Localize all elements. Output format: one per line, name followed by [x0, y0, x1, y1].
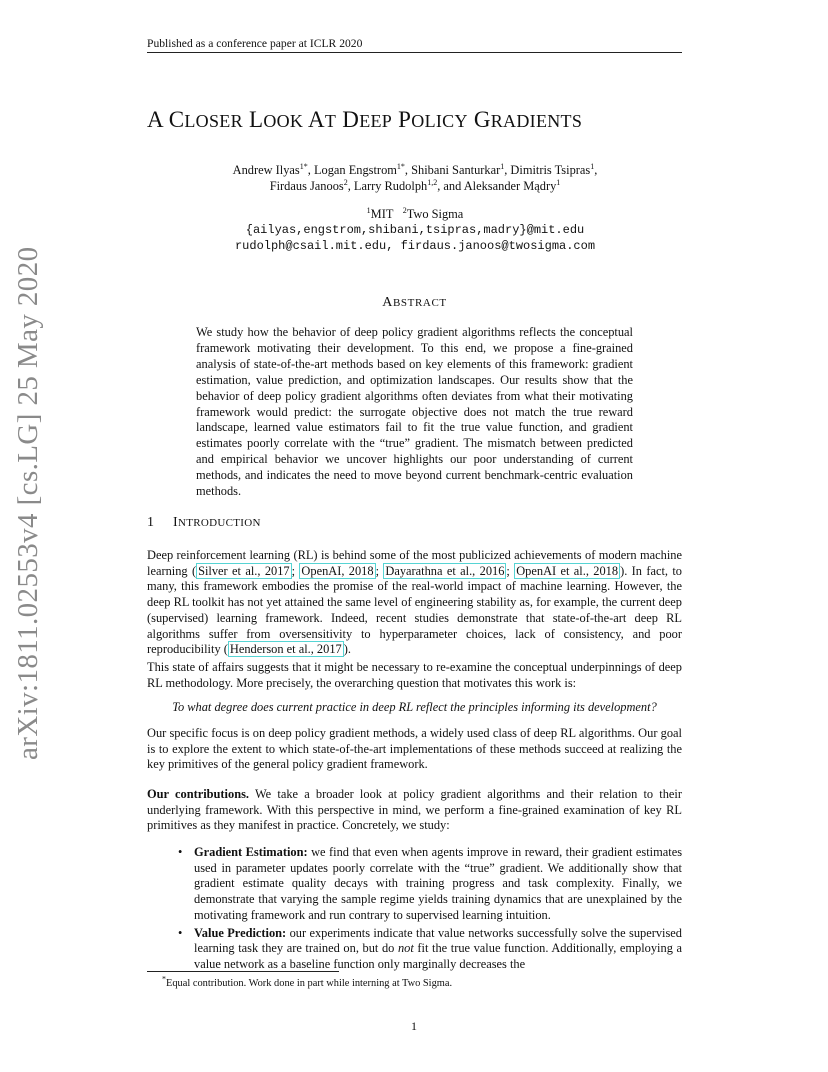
contributions-label: Our contributions. — [147, 787, 250, 801]
text-run: ; — [375, 563, 384, 578]
author-affil-sup: 1* — [396, 161, 405, 171]
footnote — [162, 974, 682, 990]
author-affil-sup: 1 — [556, 177, 561, 187]
author-name: , Shibani Santurkar — [404, 163, 501, 177]
email-line-2: rudolph@csail.mit.edu, firdaus.janoos@twosigma.com — [234, 239, 596, 253]
footnote-text: Equal contribution. Work done in part while interning at Two Sigma. — [166, 978, 453, 989]
author-name: Firdaus Janoos — [269, 179, 344, 193]
bullet-label: Gradient Estimation: — [194, 845, 308, 859]
author-name: , — [594, 163, 598, 177]
author-affil-sup: 2 — [343, 177, 348, 187]
author-line-2 — [180, 178, 650, 194]
section-title: INTRODUCTION — [173, 515, 261, 530]
institutions — [180, 206, 650, 222]
bullet-icon: • — [178, 845, 183, 859]
text-run: ; — [506, 563, 515, 578]
author-affil-sup: 1 — [590, 161, 595, 171]
contribution-list — [168, 845, 682, 975]
text-run: ; — [291, 563, 300, 578]
bullet-text: our experiments indicate that value networks successfully solve the supervised learning task they are trained on, but do — [194, 925, 682, 956]
citation-link[interactable]: OpenAI, 2018 — [301, 563, 374, 578]
research-question: To what degree does current practice in deep RL reflect the principles informing its development? — [172, 700, 657, 714]
author-affil-sup: 1,2 — [427, 177, 438, 187]
intro-paragraph-3: Our specific focus is on deep policy gradient methods, a widely used class of deep RL algorithms. Our goal is to explore the extent to which state-of-the-art implementations of these methods succeed at realizing the key primitives of the general policy gradient framework. — [147, 726, 682, 772]
intro-paragraph-1 — [147, 548, 682, 658]
text-run: We take a broader look at policy gradient algorithms and their relation to their underlying framework. With this perspective in mind, we perform a fine-grained examination of key RL primitives as they manifest in practice. Concretely, we study: — [147, 787, 682, 833]
bullet-icon: • — [178, 925, 183, 940]
text-run: Deep reinforcement learning (RL) is behind some of the most publicized achievements of modern machine learning ( — [147, 548, 682, 578]
author-affil-sup: 1 — [500, 161, 505, 171]
contributions-paragraph — [147, 787, 682, 834]
abstract-heading: ABSTRACT — [382, 295, 447, 310]
affiliations — [180, 206, 650, 254]
emphasis: not — [397, 941, 414, 956]
author-name: , Dimitris Tsipras — [504, 163, 591, 177]
author-name: , Logan Engstrom — [307, 163, 397, 177]
author-list — [180, 162, 650, 194]
footnote-mark: * — [162, 974, 166, 984]
citation-link[interactable]: Silver et al., 2017 — [198, 563, 290, 578]
page-number: 1 — [411, 1019, 417, 1033]
citation-link[interactable]: Dayarathna et al., 2016 — [385, 563, 505, 578]
header-rule — [147, 52, 682, 53]
citation-link[interactable]: Henderson et al., 2017 — [229, 642, 342, 657]
list-item — [168, 926, 682, 973]
footnote-rule — [147, 971, 339, 972]
section-heading-introduction — [147, 515, 261, 532]
abstract-text: We study how the behavior of deep policy gradient algorithms reflects the conceptual framework motivating their development. To this end, we propose a fine-grained analysis of state-of-the-art methods based on key elements of this framework: gradient estimation, value prediction, and optimization landscapes. Our results show that the behavior of deep policy gradient algorithms often deviates from what their motivating framework would predict: the surrogate objective does not match the true reward landscape, learned value estimators fail to fit the true value function, and gradient estimates poorly correlate with the “true” gradient. The mismatch between predicted and empirical behavior we uncover highlights our poor understanding of current methods, and indicates the need to move beyond current benchmark-centric evaluation methods. — [196, 325, 633, 499]
bullet-text: we find that even when agents improve in reward, their gradient estimates used in parameter updates poorly correlate with the “true” gradient. We additionally show that gradient estimate quality decays with training progress and task complexity. Finally, we demonstrate that varying the sample regime yields training dynamics that are unexplained by the motivating framework and run contrary to supervised learning intuition. — [194, 845, 683, 922]
author-name: , Larry Rudolph — [347, 179, 428, 193]
citation-link[interactable]: OpenAI et al., 2018 — [516, 563, 619, 578]
section-number: 1 — [147, 515, 155, 530]
author-name: Andrew Ilyas — [232, 163, 300, 177]
institution-two-sigma: Two Sigma — [406, 207, 464, 221]
running-header: Published as a conference paper at ICLR 2020 — [147, 37, 363, 50]
intro-paragraph-2: This state of affairs suggests that it might be necessary to re-examine the conceptual underpinnings of deep RL methodology. More precisely, the overarching question that motivates this work is: — [147, 660, 682, 690]
author-affil-sup: 1* — [299, 161, 308, 171]
arxiv-stamp: arXiv:1811.02553v4 [cs.LG] 25 May 2020 — [12, 246, 44, 760]
bullet-label: Value Prediction: — [194, 925, 287, 940]
author-name: , and Aleksander Mądry — [437, 179, 557, 193]
text-run: ). — [343, 642, 351, 657]
affil-sup-1: 1 — [366, 205, 371, 215]
text-run: ). In fact, to many, this framework embodies the promise of the real-world impact of machine learning. However, the deep RL toolkit has not yet attained the same level of engineering stability as, for example, the current deep (supervised) learning framework. Indeed, recent studies demonstrate that state-of-the-art deep RL algorithms suffer from oversensitivity to hyperparameter choices, lack of consistency, and poor reproducibility ( — [147, 563, 682, 657]
paper-title: A CLOSER LOOK AT DEEP POLICY GRADIENTS — [147, 107, 583, 132]
author-line-1 — [180, 162, 650, 178]
list-item — [168, 845, 682, 924]
bullet-text: fit the true value function. Additionally, employing a value network as a baseline function only marginally decreases the — [194, 941, 682, 971]
institution-mit: MIT — [370, 207, 394, 221]
email-line-1: {ailyas,engstrom,shibani,tsipras,madry}@mit.edu — [245, 223, 585, 237]
affil-sup-2: 2 — [402, 205, 407, 215]
